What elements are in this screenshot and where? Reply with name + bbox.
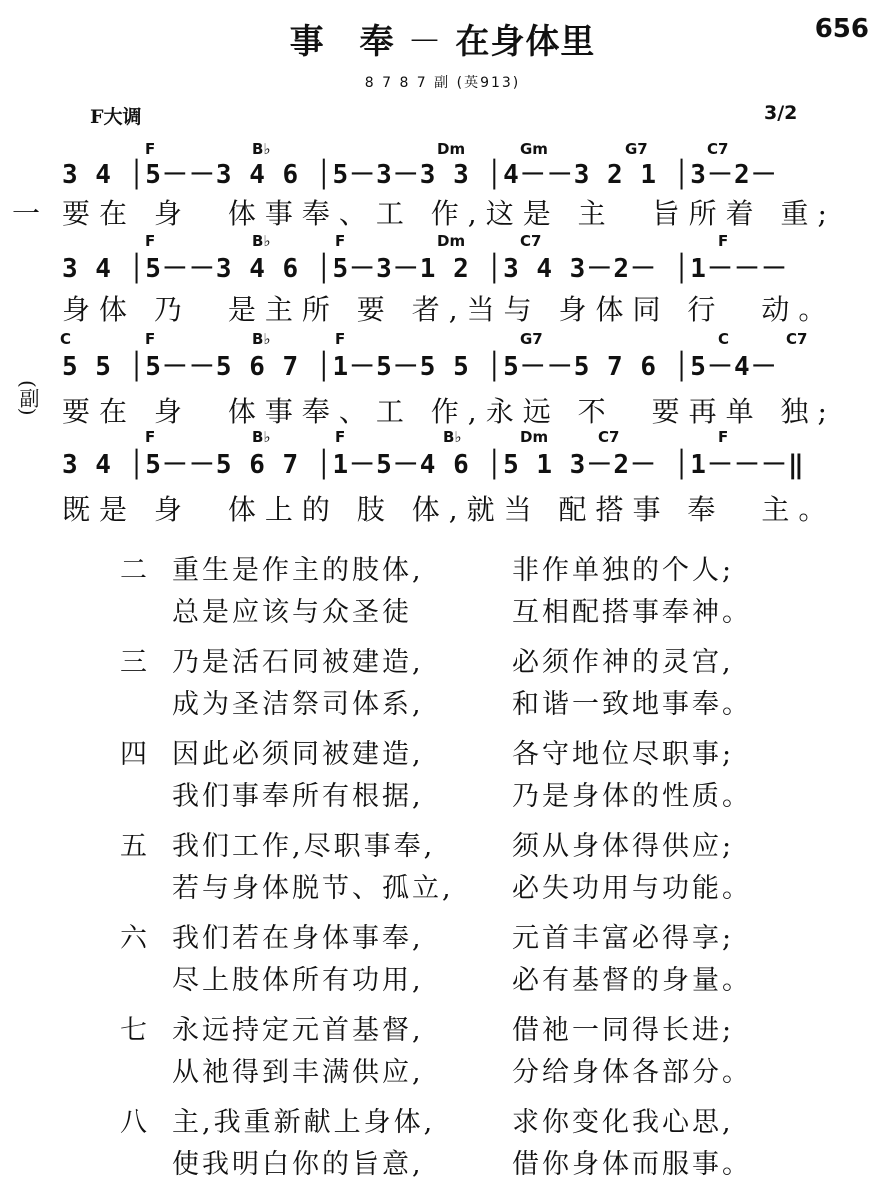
chord: F (718, 428, 729, 446)
verse-line: 尽上肢体所有功用, (172, 965, 424, 996)
title-main: 事 奉 (289, 22, 395, 62)
chord: C7 (786, 330, 808, 348)
chord: B♭ (252, 330, 271, 348)
verse-line: 分给身体各部分。 (512, 1057, 752, 1088)
hymn-title (0, 14, 885, 63)
verse-number: 七 (120, 1015, 147, 1046)
verse-line: 求你变化我心思, (512, 1107, 734, 1138)
chord: B♭ (252, 428, 271, 446)
verse-line: 借你身体而服事。 (512, 1149, 752, 1180)
key-signature: F大调 (90, 106, 142, 128)
lyric-row: 既是 身 体上的 肢 体,就当 配搭事 奉 主。 (62, 493, 836, 526)
chord: F (145, 140, 156, 158)
verse-line: 总是应该与众圣徒 (172, 597, 412, 628)
verse-line: 非作单独的个人; (512, 555, 735, 586)
verse-line: 从祂得到丰满供应, (172, 1057, 424, 1088)
verse-line: 必失功用与功能。 (512, 873, 752, 904)
verse-line: 我们事奉所有根据, (172, 781, 424, 812)
notation-row: 3 4 │5－－3 4 6 │5－3－1 2 │3 4 3－2－ │1－－－ (62, 254, 788, 284)
notation-row: 3 4 │5－－5 6 7 │1－5－4 6 │5 1 3－2－ │1－－－‖ (62, 450, 805, 480)
chord: G7 (520, 330, 543, 348)
verse-number: 六 (120, 923, 147, 954)
chord: F (145, 428, 156, 446)
verse-line: 我们工作,尽职事奉, (172, 831, 436, 862)
chord: F (145, 232, 156, 250)
chord: Gm (520, 140, 548, 158)
title-subtitle: 在身体里 (455, 22, 596, 62)
notation-row: 3 4 │5－－3 4 6 │5－3－3 3 │4－－3 2 1 │3－2－ (62, 160, 778, 190)
verse-line: 重生是作主的肢体, (172, 555, 424, 586)
chord: Dm (437, 232, 466, 250)
hymn-number: 656 (814, 14, 869, 44)
chord: F (718, 232, 729, 250)
verse-line: 乃是活石同被建造, (172, 647, 424, 678)
verse-line: 和谐一致地事奉。 (512, 689, 752, 720)
verse-line: 乃是身体的性质。 (512, 781, 752, 812)
notation-row: 5 5 │5－－5 6 7 │1－5－5 5 │5－－5 7 6 │5－4－ (62, 352, 778, 382)
verse-number: 四 (120, 739, 147, 770)
verse-line: 须从身体得供应; (512, 831, 735, 862)
verse-line: 使我明白你的旨意, (172, 1149, 424, 1180)
verse-line: 必有基督的身量。 (512, 965, 752, 996)
verse-line: 成为圣洁祭司体系, (172, 689, 424, 720)
lyric-row: 要在 身 体事奉、工 作,这是 主 旨所着 重; (62, 197, 836, 230)
verse-line: 元首丰富必得享; (512, 923, 735, 954)
verse-line: 主,我重新献上身体, (172, 1107, 436, 1138)
verse-line: 借祂一同得长进; (512, 1015, 735, 1046)
chord: C (718, 330, 730, 348)
verse-line: 因此必须同被建造, (172, 739, 424, 770)
verse-line: 若与身体脱节、孤立, (172, 873, 454, 904)
chord: F (335, 232, 346, 250)
chord: F (335, 330, 346, 348)
verse-number: 一 (12, 197, 50, 230)
chord: C7 (598, 428, 620, 446)
chord: F (145, 330, 156, 348)
lyric-row: 要在 身 体事奉、工 作,永远 不 要再单 独; (62, 395, 836, 428)
chorus-mark: (副) (16, 380, 40, 416)
chord: F (335, 428, 346, 446)
chord: C (60, 330, 72, 348)
chord: G7 (625, 140, 648, 158)
time-signature: 3/2 (764, 102, 798, 124)
verse-number: 五 (120, 831, 147, 862)
verse-line: 必须作神的灵宫, (512, 647, 734, 678)
verse-number: 三 (120, 647, 147, 678)
verse-number: 八 (120, 1107, 147, 1138)
verse-number: 二 (120, 555, 147, 586)
meter-line: 8 7 8 7 副 (英913) (364, 75, 521, 91)
chord: B♭ (252, 140, 271, 158)
chord: B♭ (443, 428, 462, 446)
chord: C7 (520, 232, 542, 250)
verse-line: 各守地位尽职事; (512, 739, 735, 770)
chord: C7 (707, 140, 729, 158)
chord: B♭ (252, 232, 271, 250)
lyric-row: 身体 乃 是主所 要 者,当与 身体同 行 动。 (62, 293, 836, 326)
verse-line: 永远持定元首基督, (172, 1015, 424, 1046)
chord: Dm (437, 140, 466, 158)
verse-line: 互相配搭事奉神。 (512, 597, 752, 628)
verse-line: 我们若在身体事奉, (172, 923, 424, 954)
title-separator: － (407, 22, 443, 62)
chord: Dm (520, 428, 549, 446)
